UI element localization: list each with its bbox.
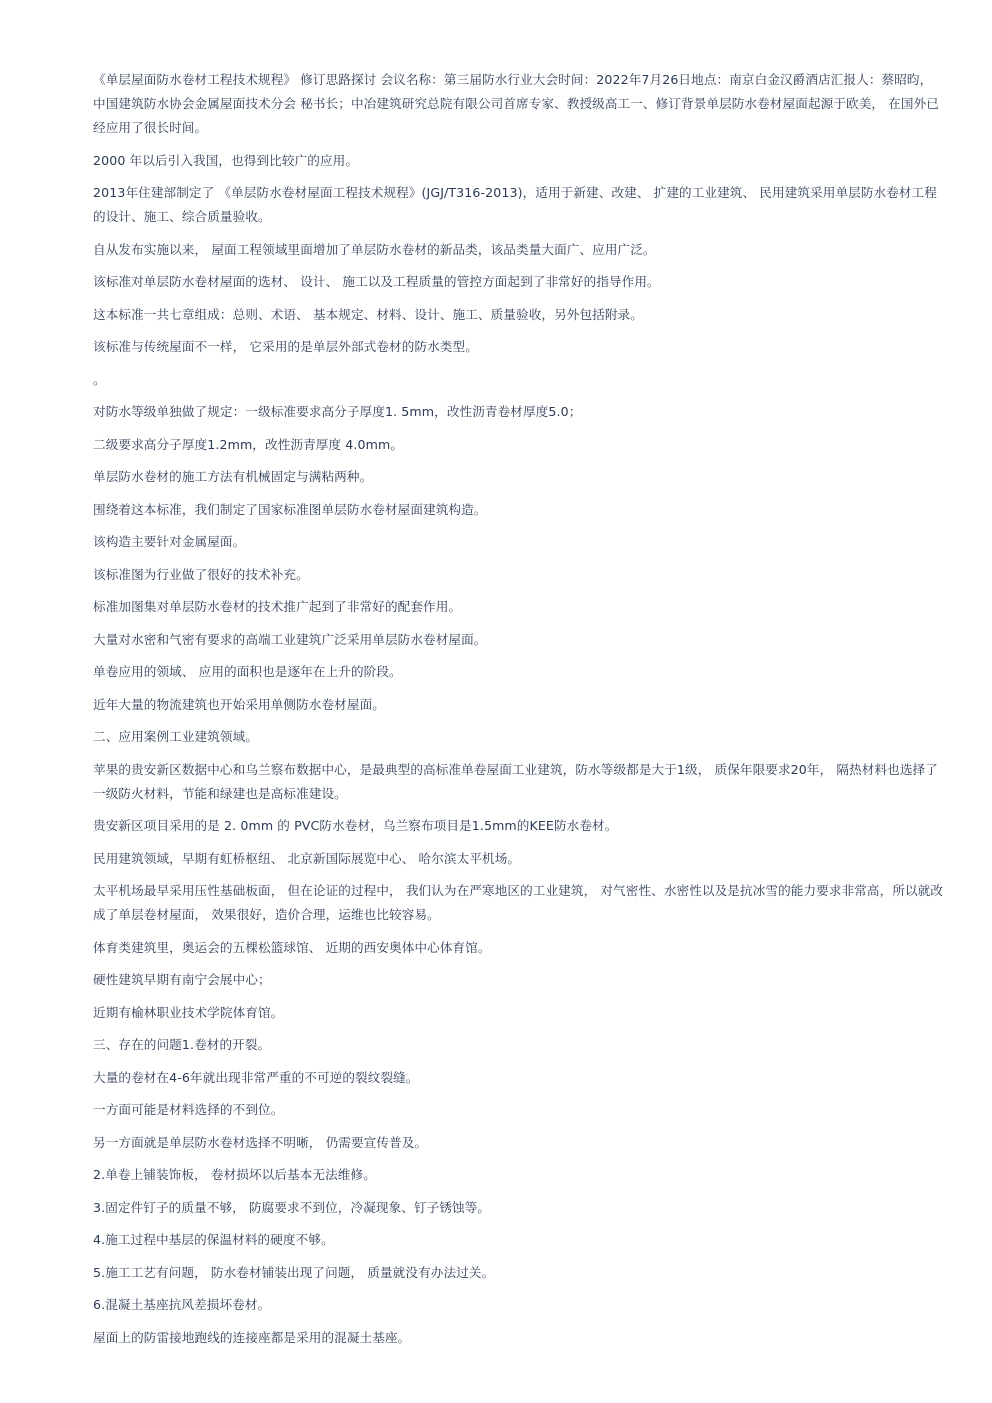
paragraph: 围绕着这本标准，我们制定了国家标准图单层防水卷材屋面建筑构造。 — [93, 501, 487, 517]
paragraph: 另一方面就是单层防水卷材选择不明晰， 仍需要宣传普及。 — [93, 1134, 428, 1150]
paragraph: 贵安新区项目采用的是 2. 0mm 的 PVC防水卷材，乌兰察布项目是1.5mm的KEE防水卷材。 — [93, 818, 618, 833]
list-item: 5.施工工艺有问题， 防水卷材铺装出现了问题， 质量就没有办法过关。 — [93, 1264, 495, 1280]
paragraph: 屋面上的防雷接地跑线的连接座都是采用的混凝土基座。 — [93, 1329, 411, 1345]
paragraph: 单层防水卷材的施工方法有机械固定与满粘两种。 — [93, 469, 373, 484]
paragraph: 该标准与传统屋面不一样， 它采用的是单层外部式卷材的防水类型。 — [93, 339, 478, 354]
paragraph: 。 — [93, 371, 106, 387]
paragraph: 一方面可能是材料选择的不到位。 — [93, 1102, 284, 1117]
section-heading: 二、应用案例工业建筑领域。 — [93, 729, 259, 744]
paragraph: 二级要求高分子厚度1.2mm，改性沥青厚度 4.0mm。 — [93, 436, 404, 452]
list-item: 2.单卷上铺装饰板， 卷材损坏以后基本无法维修。 — [93, 1167, 376, 1182]
paragraph: 硬性建筑早期有南宁会展中心； — [93, 972, 271, 987]
paragraph: 该标准对单层防水卷材屋面的选材、 设计、 施工以及工程质量的管控方面起到了非常好的指导作用。 — [93, 274, 660, 289]
list-item: 3.固定件钉子的质量不够， 防腐要求不到位，冷凝现象、钉子锈蚀等。 — [93, 1199, 491, 1215]
paragraph: 苹果的贵安新区数据中心和乌兰察布数据中心，是最典型的高标准单卷屋面工业建筑，防水等级都是大于1级， 质保年限要求20年， 隔热材料也选择了一级防火材料，节能和绿建也是高标准建设。 — [93, 761, 938, 801]
paragraph: 2013年住建部制定了 《单层防水卷材屋面工程技术规程》(JGJ/T316-2013)，适用于新建、改建、 扩建的工业建筑、 民用建筑采用单层防水卷材工程的设计、施工、综合质量验收。 — [93, 185, 937, 224]
section-heading: 三、存在的问题1.卷材的开裂。 — [93, 1037, 271, 1052]
paragraph: 对防水等级单独做了规定：一级标准要求高分子厚度1. 5mm，改性沥青卷材厚度5.0； — [93, 404, 582, 419]
paragraph: 这本标准一共七章组成：总则、术语、 基本规定、材料、设计、施工、质量验收，另外包括附录。 — [93, 306, 643, 322]
paragraph: 民用建筑领域，早期有虹桥枢纽、 北京新国际展览中心、 哈尔滨太平机场。 — [93, 850, 521, 866]
paragraph: 大量对水密和气密有要求的高端工业建筑广泛采用单层防水卷材屋面。 — [93, 631, 487, 647]
paragraph: 近期有榆林职业技术学院体育馆。 — [93, 1004, 284, 1020]
paragraph: 自从发布实施以来， 屋面工程领域里面增加了单层防水卷材的新品类，该品类量大面广、应用广泛。 — [93, 241, 656, 257]
paragraph: 该标准图为行业做了很好的技术补充。 — [93, 566, 309, 582]
paragraph: 近年大量的物流建筑也开始采用单侧防水卷材屋面。 — [93, 696, 385, 712]
paragraph: 单卷应用的领域、 应用的面积也是逐年在上升的阶段。 — [93, 664, 402, 679]
paragraph: 2000 年以后引入我国，也得到比较广的应用。 — [93, 152, 359, 168]
paragraph: 太平机场最早采用压性基础板面， 但在论证的过程中， 我们认为在严寒地区的工业建筑， 对气密性、水密性以及是抗冰雪的能力要求非常高，所以就改成了单层卷材屋面， 效果很好，造价合理，运维也比较容易。 — [93, 883, 944, 922]
paragraph: 标准加图集对单层防水卷材的技术推广起到了非常好的配套作用。 — [93, 599, 462, 614]
paragraph: 大量的卷材在4-6年就出现非常严重的不可逆的裂纹裂缝。 — [93, 1069, 419, 1085]
list-item: 4.施工过程中基层的保温材料的硬度不够。 — [93, 1232, 334, 1247]
document-body — [93, 68, 945, 1358]
list-item: 6.混凝土基座抗风差损坏卷材。 — [93, 1297, 271, 1312]
paragraph: 《单层屋面防水卷材工程技术规程》 修订思路探讨 会议名称：第三届防水行业大会时间：2022年7月26日地点：南京白金汉爵酒店汇报人：蔡昭昀， 中国建筑防水协会金属屋面技术分会 秘书长；中冶建筑研究总院有限公司首席专家、教授级高工一、修订背景单层防水卷材屋面起源于欧美， 在国外已经应用了很长时间。 — [93, 72, 939, 135]
paragraph: 体育类建筑里，奥运会的五棵松篮球馆、 近期的西安奥体中心体育馆。 — [93, 939, 491, 955]
paragraph: 该构造主要针对金属屋面。 — [93, 534, 246, 549]
